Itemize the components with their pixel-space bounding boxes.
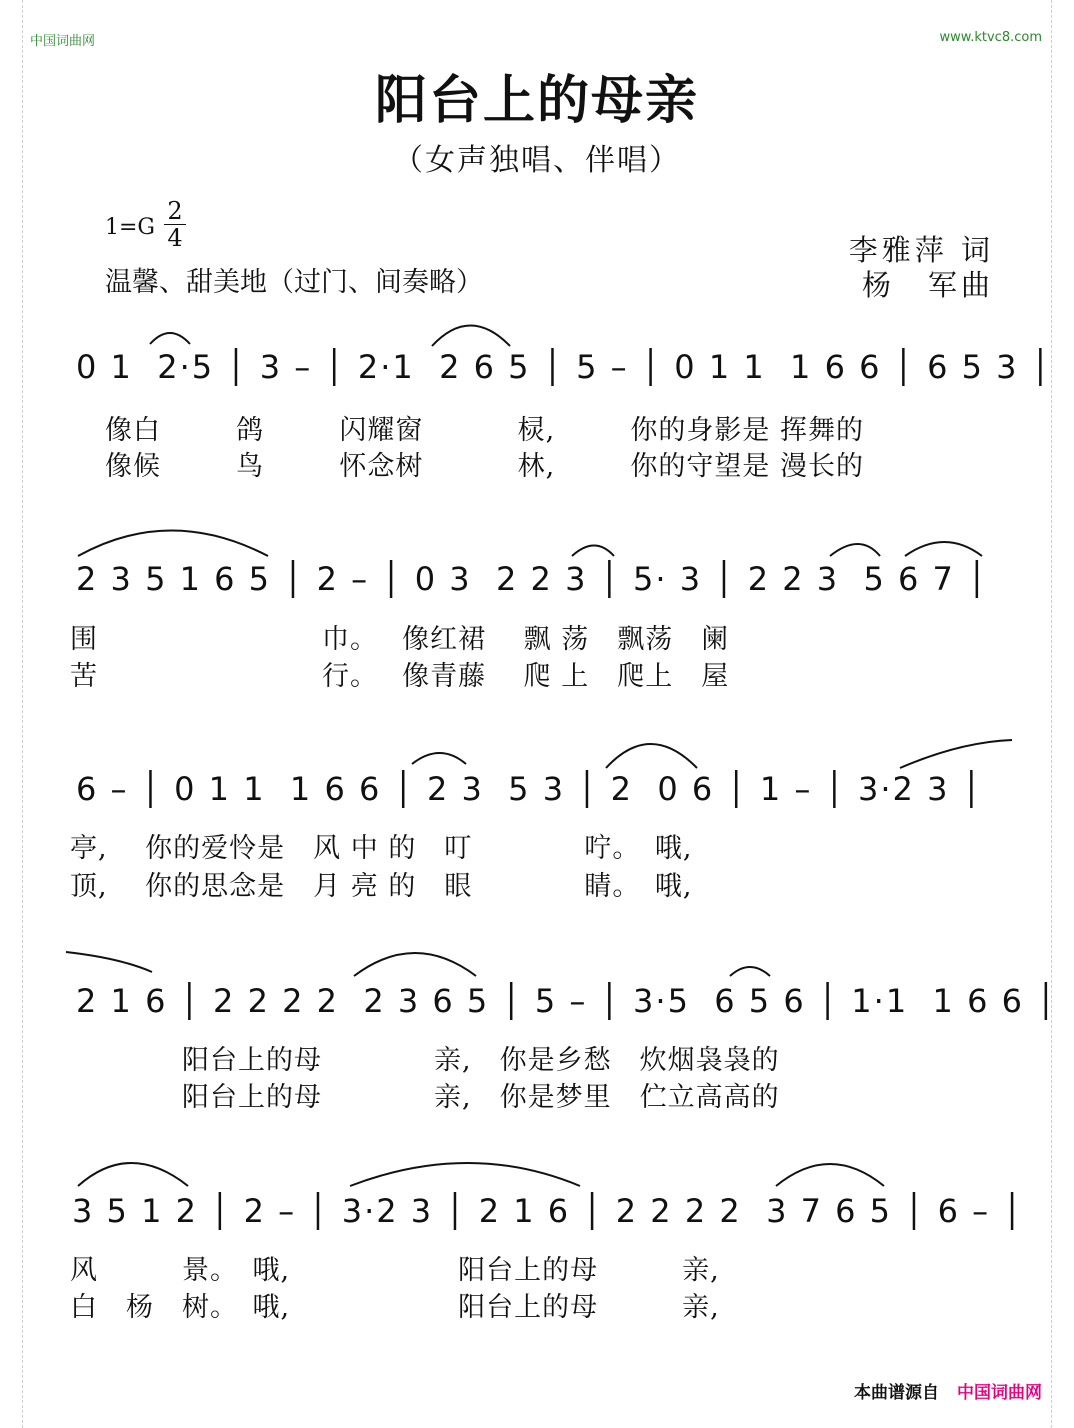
time-signature-top: 2 [167, 197, 183, 225]
slur-arc [905, 542, 982, 556]
slur-arc [830, 544, 880, 556]
song-title: 阳台上的母亲 [374, 70, 699, 131]
score-line-4-notes: 2 1 6 │ 2 2 2 2 2 3 6 5 │ 5 – │ 3·5 6 5 6 │ 1·1 1 6 6 │ [76, 982, 1058, 1020]
score-line-5-lyrics-verse-2: 白 杨 树。 哦, 阳台上的母 亲, [70, 1292, 720, 1323]
composer-credit: 杨 军曲 [861, 268, 994, 302]
score-line-5-lyrics-verse-1: 风 景。 哦, 阳台上的母 亲, [70, 1255, 720, 1286]
slur-arc [900, 740, 1012, 768]
slur-arc [150, 333, 190, 344]
score-line-1-lyrics-verse-1: 像白 鸽 闪耀窗 棂, 你的身影是 挥舞的 [105, 415, 864, 446]
score-line-3-notes: 6 – │ 0 1 1 1 6 6 │ 2 3 5 3 │ 2 0 6 │ 1 – │ 3·2 3 │ [76, 770, 983, 808]
slur-arc [730, 967, 770, 976]
footer-source-site[interactable]: 中国词曲网 [957, 1383, 1042, 1403]
key-signature: 1=G [105, 215, 156, 240]
score-line-1-lyrics-verse-2: 像候 鸟 怀念树 林, 你的守望是 漫长的 [105, 451, 864, 482]
site-url-right[interactable]: www.ktvc8.com [939, 30, 1042, 45]
time-signature-bottom: 4 [167, 224, 183, 252]
slur-arc [606, 744, 697, 768]
footer-source [854, 1378, 1042, 1403]
score-line-4-lyrics-verse-1: 阳台上的母 亲, 你是乡愁 炊烟袅袅的 [70, 1045, 780, 1076]
slur-arc [412, 753, 466, 764]
score-line-5-notes: 3 5 1 2 │ 2 – │ 3·2 3 │ 2 1 6 │ 2 2 2 2 3 7 6 5 │ 6 – │ [72, 1192, 1024, 1230]
slur-arc [66, 952, 152, 972]
slur-arc [432, 326, 510, 347]
slur-arc [350, 1163, 580, 1186]
score-line-4-lyrics-verse-2: 阳台上的母 亲, 你是梦里 伫立高高的 [70, 1082, 780, 1113]
slur-arc [78, 531, 268, 557]
score-line-2-lyrics-verse-1: 围 巾。 像红裙 飘 荡 飘荡 阑 [70, 624, 730, 655]
slur-arc [354, 953, 476, 976]
score-line-3-lyrics-verse-2: 顶, 你的思念是 月 亮 的 眼 睛。 哦, [70, 871, 693, 902]
slur-arc [776, 1164, 884, 1186]
slur-arc [572, 546, 614, 557]
slur-arc [78, 1163, 188, 1186]
score-line-2-lyrics-verse-2: 苦 行。 像青藤 爬 上 爬上 屋 [70, 661, 730, 692]
lyricist-credit: 李雅萍 词 [848, 233, 994, 267]
score-line-3-lyrics-verse-1: 亭, 你的爱怜是 风 中 的 叮 咛。 哦, [70, 833, 693, 864]
site-name-left[interactable]: 中国词曲网 [30, 34, 96, 49]
score-line-2-notes: 2 3 5 1 6 5 │ 2 – │ 0 3 2 2 3 │ 5· 3 │ 2 2 3 5 6 7 │ [76, 560, 989, 598]
song-subtitle: （女声独唱、伴唱） [393, 143, 681, 178]
footer-source-label: 本曲谱源自 [854, 1383, 939, 1403]
score-line-1-notes: 0 1 2·5 │ 3 – │ 2·1 2 6 5 │ 5 – │ 0 1 1 1 6 6 │ 6 5 3 │ [76, 348, 1052, 386]
tempo-marking: 温馨、甜美地（过门、间奏略） [105, 267, 483, 298]
